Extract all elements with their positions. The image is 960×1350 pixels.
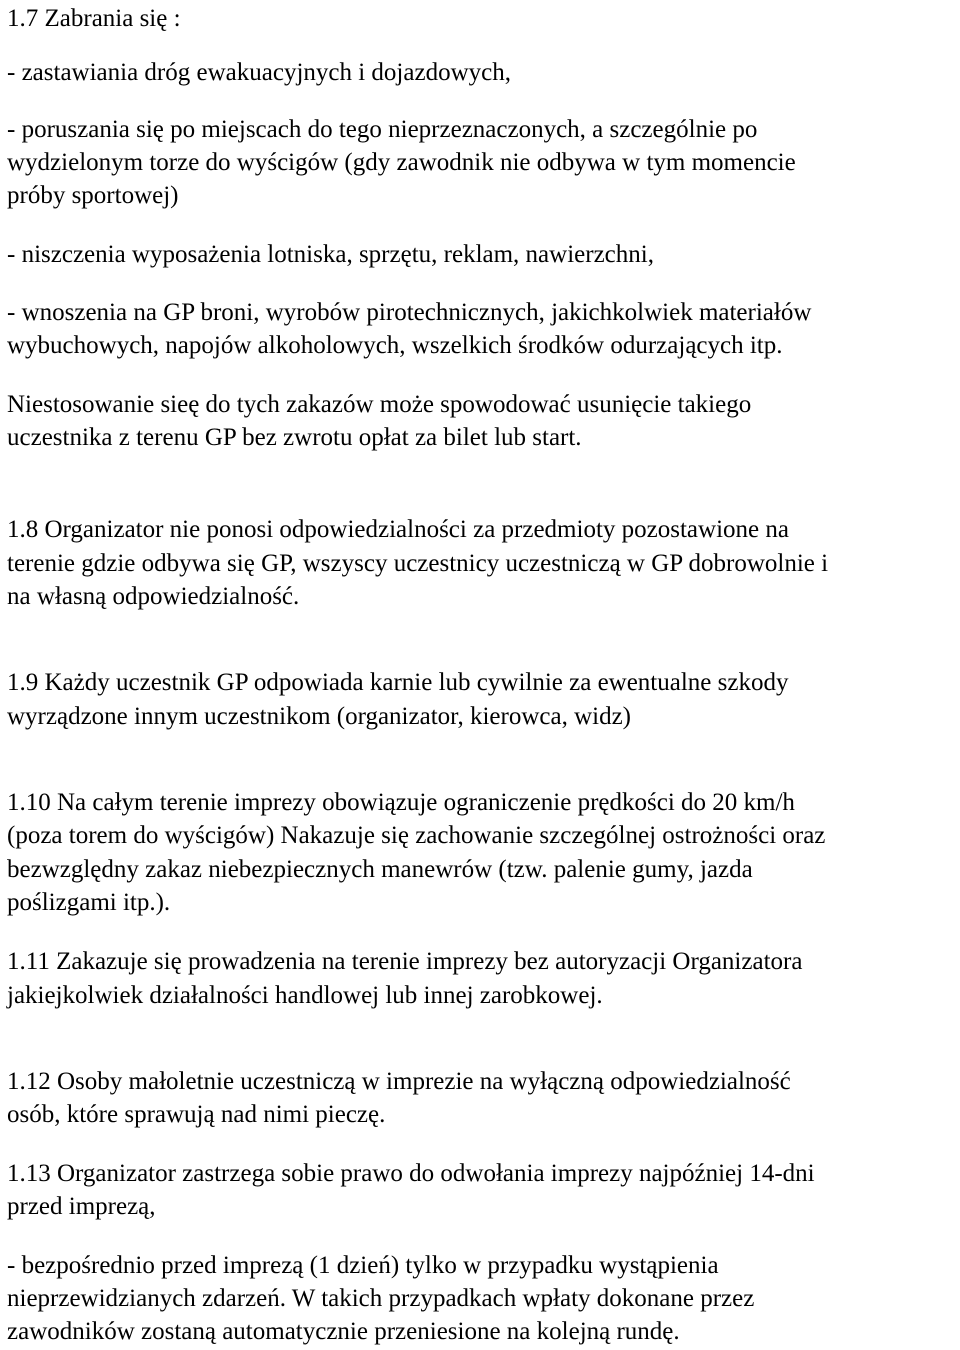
text-line: - wnoszenia na GP broni, wyrobów pirotechnicznych, jakichkolwiek materiałów: [7, 299, 812, 326]
text-line: wydzielonym torze do wyścigów (gdy zawodnik nie odbywa w tym momencie: [7, 149, 796, 176]
text-line: 1.8 Organizator nie ponosi odpowiedzialności za przedmioty pozostawione na: [7, 516, 789, 543]
text-line: jakiejkolwiek działalności handlowej lub innej zarobkowej.: [7, 982, 603, 1009]
text-line: wyrządzone innym uczestnikom (organizator, kierowca, widz): [7, 703, 631, 730]
text-line: - bezpośrednio przed imprezą (1 dzień) tylko w przypadku wystąpienia: [7, 1252, 719, 1279]
text-line: 1.9 Każdy uczestnik GP odpowiada karnie lub cywilnie za ewentualne szkody: [7, 669, 789, 696]
text-line: przed imprezą,: [7, 1193, 156, 1220]
text-line: na własną odpowiedzialność.: [7, 583, 300, 610]
text-line: wybuchowych, napojów alkoholowych, wszelkich środków odurzających itp.: [7, 332, 783, 359]
section-heading: 1.7 Zabrania się :: [7, 5, 181, 32]
text-line: 1.11 Zakazuje się prowadzenia na terenie imprezy bez autoryzacji Organizatora: [7, 948, 803, 975]
text-line: terenie gdzie odbywa się GP, wszyscy uczestnicy uczestniczą w GP dobrowolnie i: [7, 550, 829, 577]
text-line: osób, które sprawują nad nimi pieczę.: [7, 1101, 386, 1128]
text-line: nieprzewidzianych zdarzeń. W takich przypadkach wpłaty dokonane przez: [7, 1285, 755, 1312]
text-line: - niszczenia wyposażenia lotniska, sprzętu, reklam, nawierzchni,: [7, 241, 654, 268]
text-line: Niestosowanie sieę do tych zakazów może spowodować usunięcie takiego: [7, 391, 752, 418]
text-line: poślizgami itp.).: [7, 889, 171, 916]
text-line: - zastawiania dróg ewakuacyjnych i dojazdowych,: [7, 59, 511, 86]
text-line: 1.10 Na całym terenie imprezy obowiązuje ograniczenie prędkości do 20 km/h: [7, 789, 795, 816]
text-line: bezwzględny zakaz niebezpiecznych manewrów (tzw. palenie gumy, jazda: [7, 856, 753, 883]
text-line: uczestnika z terenu GP bez zwrotu opłat za bilet lub start.: [7, 424, 582, 451]
text-line: - poruszania się po miejscach do tego nieprzeznaczonych, a szczególnie po: [7, 116, 758, 143]
text-line: 1.13 Organizator zastrzega sobie prawo do odwołania imprezy najpóźniej 14-dni: [7, 1160, 815, 1187]
text-line: (poza torem do wyścigów) Nakazuje się zachowanie szczególnej ostrożności oraz: [7, 822, 826, 849]
text-line: zawodników zostaną automatycznie przeniesione na kolejną rundę.: [7, 1318, 680, 1345]
text-line: próby sportowej): [7, 182, 179, 209]
text-line: 1.12 Osoby małoletnie uczestniczą w imprezie na wyłączną odpowiedzialność: [7, 1068, 791, 1095]
